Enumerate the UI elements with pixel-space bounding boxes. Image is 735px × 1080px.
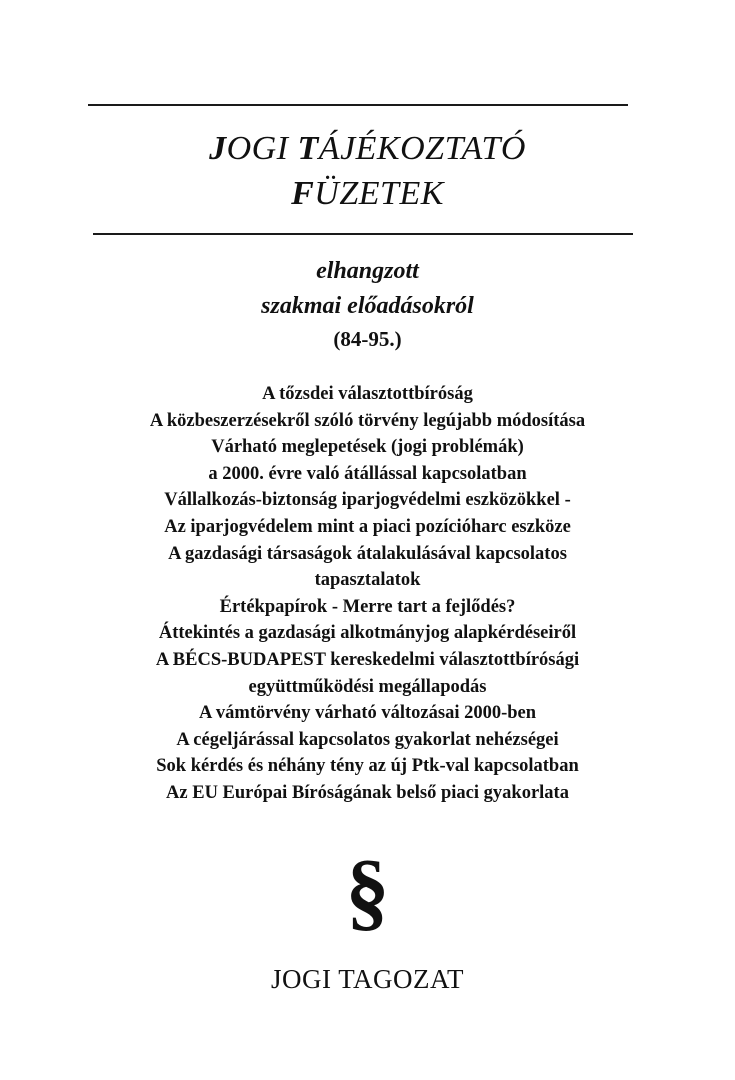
middle-rule <box>93 233 633 235</box>
topic-item: A tőzsdei választottbíróság <box>262 384 473 404</box>
topic-item: A BÉCS-BUDAPEST kereskedelmi választottbírósági <box>155 649 580 670</box>
publisher-footer: JOGI TAGOZAT <box>270 964 465 994</box>
topic-item: Az iparjogvédelem mint a piaci pozícióharc eszköze <box>164 516 571 537</box>
topic-item: Sok kérdés és néhány tény az új Ptk-val kapcsolatban <box>156 756 579 777</box>
topic-item: együttműködési megállapodás <box>248 676 487 697</box>
topic-item: Az EU Európai Bíróságának belső piaci gyakorlata <box>166 782 569 803</box>
subtitle-line-2: szakmai előadásokról <box>261 293 474 319</box>
top-rule <box>88 104 628 106</box>
topic-item: A cégeljárással kapcsolatos gyakorlat nehézségei <box>176 729 559 750</box>
topic-item: Értékpapírok - Merre tart a fejlődés? <box>219 596 516 617</box>
topic-item: a 2000. évre való átállással kapcsolatban <box>208 463 527 484</box>
series-title-line-2: FÜZETEK <box>291 175 444 212</box>
series-title-line-1: JOGI TÁJÉKOZTATÓ <box>209 130 526 167</box>
subtitle-line-1: elhangzott <box>316 258 419 284</box>
topic-item: Áttekintés a gazdasági alkotmányjog alapkérdéseiről <box>158 623 577 644</box>
issue-range: (84-95.) <box>333 327 402 351</box>
topic-item: A közbeszerzésekről szóló törvény legújabb módosítása <box>149 410 586 431</box>
topic-item: tapasztalatok <box>314 570 421 591</box>
topic-item: Vállalkozás-biztonság iparjogvédelmi eszközökkel - <box>164 490 571 511</box>
topic-item: A gazdasági társaságok átalakulásával kapcsolatos <box>168 543 567 564</box>
topic-item: A vámtörvény várható változásai 2000-ben <box>198 703 537 724</box>
section-sign-symbol: § <box>345 843 390 940</box>
topic-item: Várható meglepetések (jogi problémák) <box>211 437 524 458</box>
topic-list <box>0 381 735 807</box>
